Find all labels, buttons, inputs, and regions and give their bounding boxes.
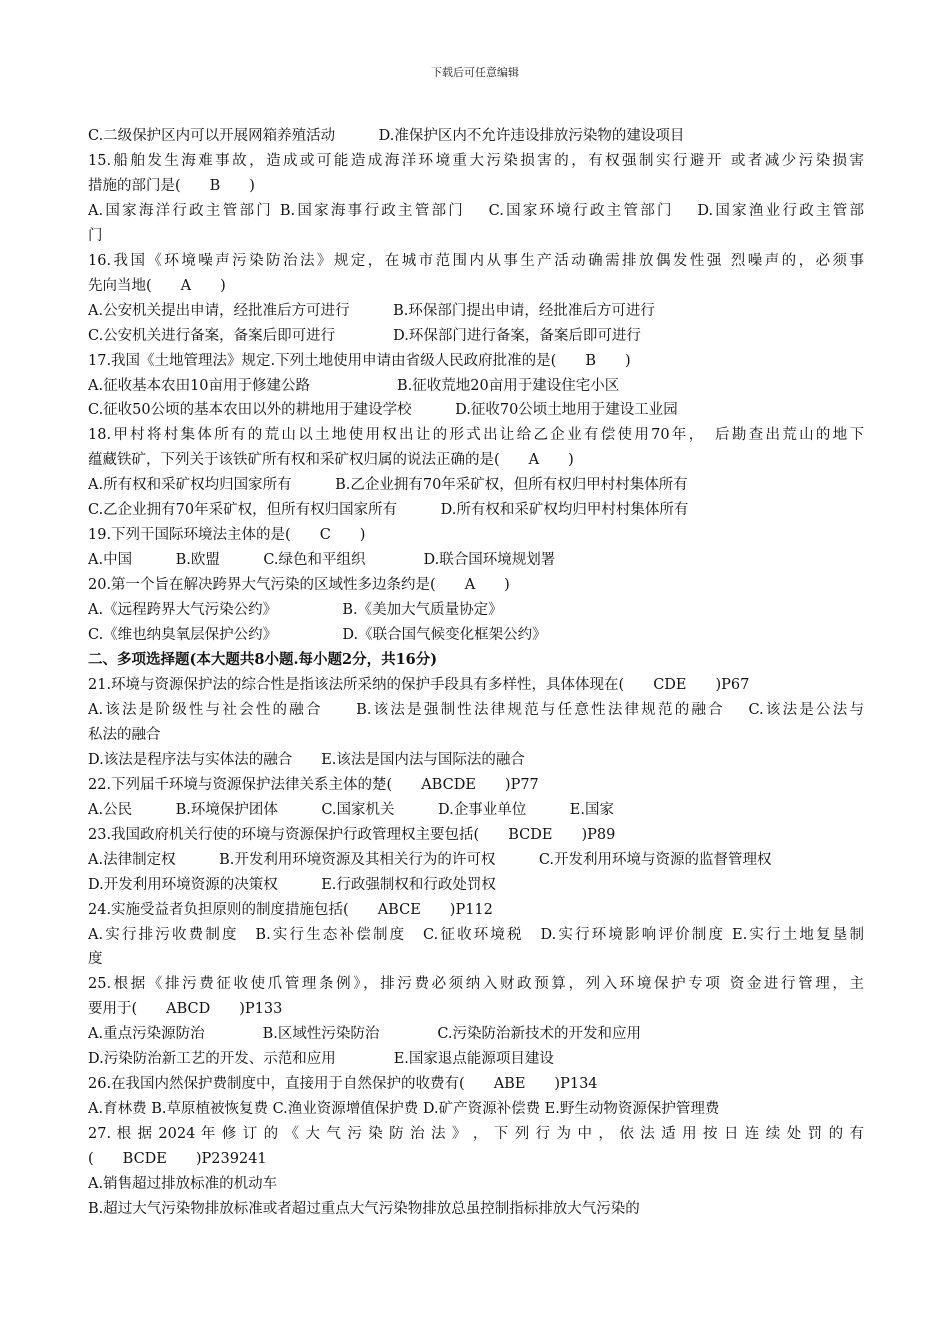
text-line: 25.根据《排污费征收使爪管理条例》，排污费必须纳入财政预算，列入环境保护专项 资金进行管理，主 — [88, 976, 864, 993]
text-line: A.法律制定权 B.开发利用环境资源及其相关行为的许可权 C.开发利用环境与资源的监督管理权 — [88, 851, 772, 868]
text-line: 措施的部门是( B ) — [88, 177, 255, 194]
text-line: A.中国 B.欧盟 C.绿色和平组织 D.联合国环境规划署 — [88, 552, 556, 569]
text-line: A.所有权和采矿权均归国家所有 B.乙企业拥有70年采矿权，但所有权归甲村村集体所有 — [88, 477, 688, 494]
text-line: A.实行排污收费制度 B.实行生态补偿制度 C.征收环境税 D.实行环境影响评价制度 E.实行土地复垦制 — [88, 926, 864, 943]
text-line: A.征收基本农田10亩用于修建公路 B.征收荒地20亩用于建设住宅小区 — [88, 377, 620, 394]
text-line: C.《维也纳臭氧层保护公约》 D.《联合国气候变化框架公约》 — [88, 627, 547, 644]
text-line: 24.实施受益者负担原则的制度措施包括( ABCE )P112 — [88, 901, 493, 918]
text-line: A.《远程跨界大气污染公约》 B.《美加大气质量协定》 — [88, 602, 503, 619]
text-line: B.超过大气污染物排放标准或者超过重点大气污染物排放总虽控制指标排放大气污染的 — [88, 1200, 640, 1217]
text-line: 27. 根 据 2024 年 修 订 的 《 大 气 污 染 防 治 法 》 ， 下 列 行 为 中 ， 依 法 适 用 按 日 连 续 处 罚 的 有 — [88, 1126, 864, 1143]
text-line: A.重点污染源防治 B.区域性污染防治 C.污染防治新技术的开发和应用 — [88, 1026, 642, 1043]
text-line: 度 — [88, 951, 103, 968]
text-line: A.国家海洋行政主管部门 B.国家海事行政主管部门 C.国家环境行政主管部门 D.国家渔业行政主管部 — [88, 202, 864, 219]
text-line: 门 — [88, 227, 103, 244]
text-line: 20.第一个旨在解决跨界大气污染的区域性多边条约是( A ) — [88, 577, 510, 594]
text-line: 要用于( ABCD )P133 — [88, 1001, 283, 1018]
page-header: 下载后可任意编辑 — [431, 66, 519, 79]
text-line: C.二级保护区内可以开展网箱养殖活动 D.准保护区内不允许违设排放污染物的建设项目 — [88, 128, 685, 144]
text-line: 26.在我国内然保护费制度中，直接用于自然保护的收费有( ABE )P134 — [88, 1076, 598, 1093]
text-line: ( BCDE )P239241 — [88, 1151, 267, 1168]
text-line: C.征收50公顷的基本农田以外的耕地用于建设学校 D.征收70公顷土地用于建设工业园 — [88, 402, 678, 419]
text-line: A.销售超过排放标准的机动车 — [88, 1176, 278, 1193]
text-line: 23.我国政府机关行使的环境与资源保护行政管理权主要包括( BCDE )P89 — [88, 826, 616, 843]
text-line: A.公安机关提出申请，经批准后方可进行 B.环保部门提出申请，经批准后方可进行 — [88, 302, 655, 319]
text-line: 蕴藏铁矿，下列关于该铁矿所有权和采矿权归属的说法正确的是( A ) — [88, 452, 574, 469]
text-line: 17.我国《土地管理法》规定.下列土地使用申请由省级人民政府批准的是( B ) — [88, 352, 631, 369]
text-line: 22.下列届千环境与资源保护法律关系主体的楚( ABCDE )P77 — [88, 776, 539, 793]
text-line: 21.环境与资源保护法的综合性是指该法所采纳的保护手段具有多样性，具体体现在( CDE )P67 — [88, 676, 750, 693]
text-line: A.该法是阶级性与社会性的融合 B.该法是强制性法律规范与任意性法律规范的融合 C.该法是公法与 — [88, 701, 864, 718]
text-line: D.开发利用环境资源的决策权 E.行政强制权和行政处罚权 — [88, 876, 496, 893]
text-line: 18.甲村将村集体所有的荒山以土地使用权出让的形式出让给乙企业有偿使用70年， 后勘查出荒山的地下 — [88, 427, 864, 444]
section-heading: 二、多项选择题(本大题共8小题.每小题2分，共16分) — [88, 651, 438, 669]
text-line: D.该法是程序法与实体法的融合 E.该法是国内法与国际法的融合 — [88, 751, 525, 768]
text-line: C.公安机关进行备案，备案后即可进行 D.环保部门进行备案，备案后即可进行 — [88, 327, 641, 344]
text-line: 先向当地( A ) — [88, 277, 226, 294]
text-line: 私法的融合 — [88, 726, 161, 743]
text-line: 19.下列干国际环境法主体的是( C ) — [88, 527, 366, 544]
text-line: D.污染防治新工艺的开发、示范和应用 E.国家退点能源项目建设 — [88, 1051, 554, 1068]
text-line: A.育林费 B.草原植被恢复费 C.渔业资源增值保护费 D.矿产资源补偿费 E.野生动物资源保护管理费 — [88, 1101, 720, 1118]
text-line: 16.我国《环境噪声污染防治法》规定，在城市范围内从事生产活动确需排放偶发性强 烈噪声的，必须事 — [88, 252, 864, 269]
text-line: C.乙企业拥有70年采矿权，但所有权归国家所有 D.所有权和采矿权均归甲村村集体所有 — [88, 502, 689, 519]
text-line: 15.船舶发生海难事故，造成或可能造成海洋环境重大污染损害的，有权强制实行避开 或者减少污染损害 — [88, 152, 864, 169]
document-body — [88, 124, 864, 1222]
text-line: A.公民 B.环境保护团体 C.国家机关 D.企事业单位 E.国家 — [88, 801, 614, 818]
